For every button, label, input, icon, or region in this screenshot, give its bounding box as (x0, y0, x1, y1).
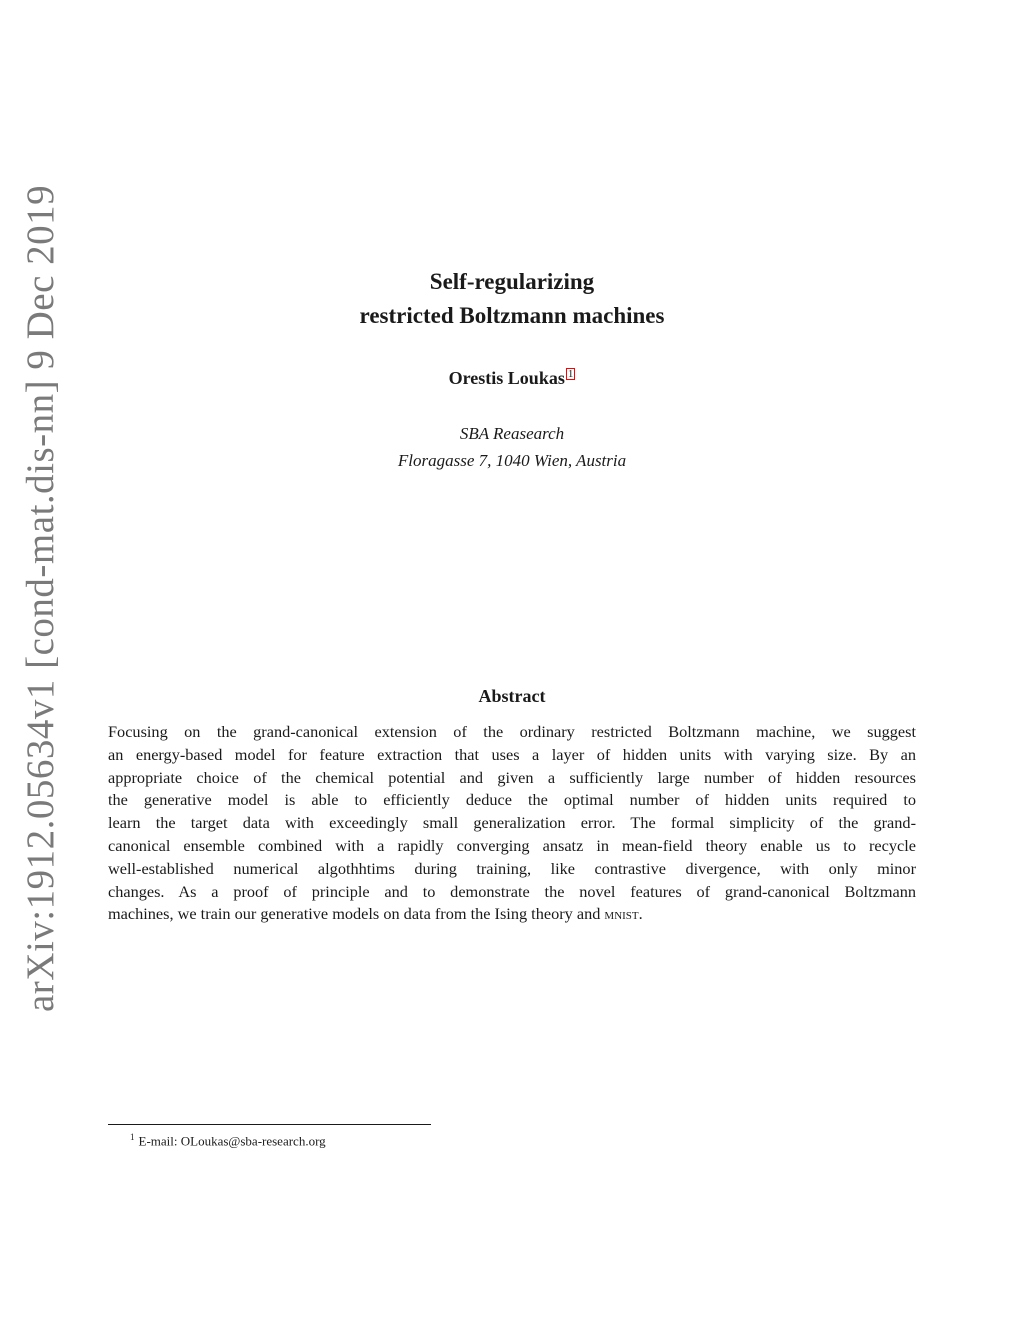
abstract-line: Focusing on the grand-canonical extension of the ordinary restricted Boltzmann machine, we suggest (108, 722, 916, 741)
abstract-last-line-text: machines, we train our generative models on data from the Ising theory and (108, 904, 605, 924)
abstract-body (108, 721, 916, 926)
title-line-1: Self-regularizing (429, 269, 595, 294)
abstract-line: canonical ensemble combined with a rapidly converging ansatz in mean-field theory enable us to recycle (108, 835, 916, 855)
abstract-line: learn the target data with exceedingly small generalization error. The formal simplicity of the grand- (108, 813, 916, 833)
affiliation-address: Floragasse 7, 1040 Wien, Austria (397, 451, 627, 470)
arxiv-identifier-stamp: arXiv:1912.05634v1 [cond-mat.dis-nn] 9 Dec 2019 (19, 184, 62, 1012)
footnote-rule (108, 1124, 431, 1125)
abstract-last-line (108, 903, 916, 926)
author-name: Orestis Loukas (448, 368, 565, 388)
abstract-line: appropriate choice of the chemical potential and given a sufficiently large number of hidden resources (108, 767, 916, 787)
affiliation-institution: SBA Reasearch (459, 424, 565, 443)
footnote (130, 1128, 326, 1150)
footnote-email: E-mail: OLoukas@sba-research.org (138, 1133, 326, 1149)
footnote-mark: 1 (130, 1132, 135, 1142)
abstract-line: the generative model is able to efficiently deduce the optimal number of hidden units required to (108, 790, 916, 810)
title-line-2: restricted Boltzmann machines (359, 303, 665, 328)
paper-title (0, 265, 1024, 333)
abstract-line: well-established numerical algothhtims during training, like contrastive divergence, with only minor (108, 858, 916, 878)
abstract-line: an energy-based model for feature extraction that uses a layer of hidden units with varying size. By an (108, 744, 916, 764)
affiliation-block (0, 420, 1024, 474)
mnist-smallcaps: mnist (604, 904, 639, 924)
abstract-heading: Abstract (478, 686, 546, 706)
abstract-last-line-period: . (638, 904, 643, 924)
author-block (0, 366, 1024, 390)
abstract-line: changes. As a proof of principle and to demonstrate the novel features of grand-canonical Boltzmann (108, 881, 916, 901)
author-footnote-link[interactable]: 1 (567, 368, 574, 380)
